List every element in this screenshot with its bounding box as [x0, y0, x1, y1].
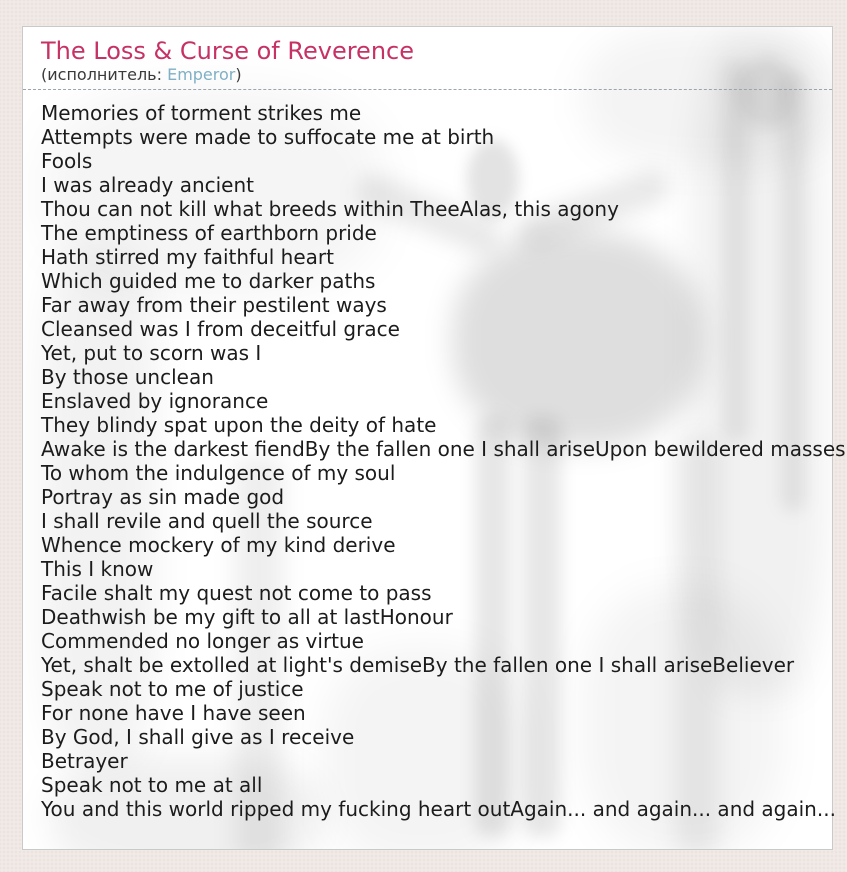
lyric-line: To whom the indulgence of my soul	[41, 461, 396, 485]
lyric-line: By those unclean	[41, 365, 214, 389]
lyric-line: They blindy spat upon the deity of hate	[41, 413, 437, 437]
lyric-line: Enslaved by ignorance	[41, 389, 269, 413]
lyric-line: Deathwish be my gift to all at lastHonour	[41, 605, 453, 629]
lyric-line: You and this world ripped my fucking heart outAgain... and again... and again...	[41, 797, 836, 821]
lyric-line: Which guided me to darker paths	[41, 269, 376, 293]
lyrics-text	[23, 101, 846, 821]
song-title: The Loss & Curse of Reverence	[41, 37, 414, 65]
lyric-line: Cleansed was I from deceitful grace	[41, 317, 400, 341]
lyric-line: Far away from their pestilent ways	[41, 293, 387, 317]
artist-label-prefix: (исполнитель:	[41, 65, 168, 84]
lyric-line: Speak not to me of justice	[41, 677, 304, 701]
lyric-line: Awake is the darkest fiendBy the fallen one I shall ariseUpon bewildered masses	[41, 437, 846, 461]
card-content	[23, 27, 846, 821]
song-header	[23, 27, 832, 90]
lyric-line: Fools	[41, 149, 93, 173]
lyric-line: By God, I shall give as I receive	[41, 725, 355, 749]
artist-link[interactable]: Emperor	[167, 65, 236, 84]
lyric-line: I shall revile and quell the source	[41, 509, 373, 533]
lyric-line: Facile shalt my quest not come to pass	[41, 581, 432, 605]
lyric-line: Memories of torment strikes me	[41, 101, 362, 125]
lyric-line: Hath stirred my faithful heart	[41, 245, 334, 269]
artist-row	[41, 65, 826, 85]
artist-label-suffix: )	[235, 65, 242, 84]
lyric-line: Portray as sin made god	[41, 485, 285, 509]
lyric-line: Whence mockery of my kind derive	[41, 533, 396, 557]
lyric-line: Yet, shalt be extolled at light's demiseBy the fallen one I shall ariseBeliever	[41, 653, 795, 677]
lyric-line: I was already ancient	[41, 173, 254, 197]
lyric-line: Yet, put to scorn was I	[41, 341, 262, 365]
lyrics-card	[22, 26, 846, 850]
lyric-line: For none have I have seen	[41, 701, 306, 725]
lyric-line: The emptiness of earthborn pride	[41, 221, 377, 245]
lyric-line: Commended no longer as virtue	[41, 629, 364, 653]
lyric-line: Speak not to me at all	[41, 773, 263, 797]
lyric-line: This I know	[41, 557, 154, 581]
lyric-line: Attempts were made to suffocate me at birth	[41, 125, 495, 149]
lyric-line: Thou can not kill what breeds within TheeAlas, this agony	[41, 197, 619, 221]
lyric-line: Betrayer	[41, 749, 128, 773]
